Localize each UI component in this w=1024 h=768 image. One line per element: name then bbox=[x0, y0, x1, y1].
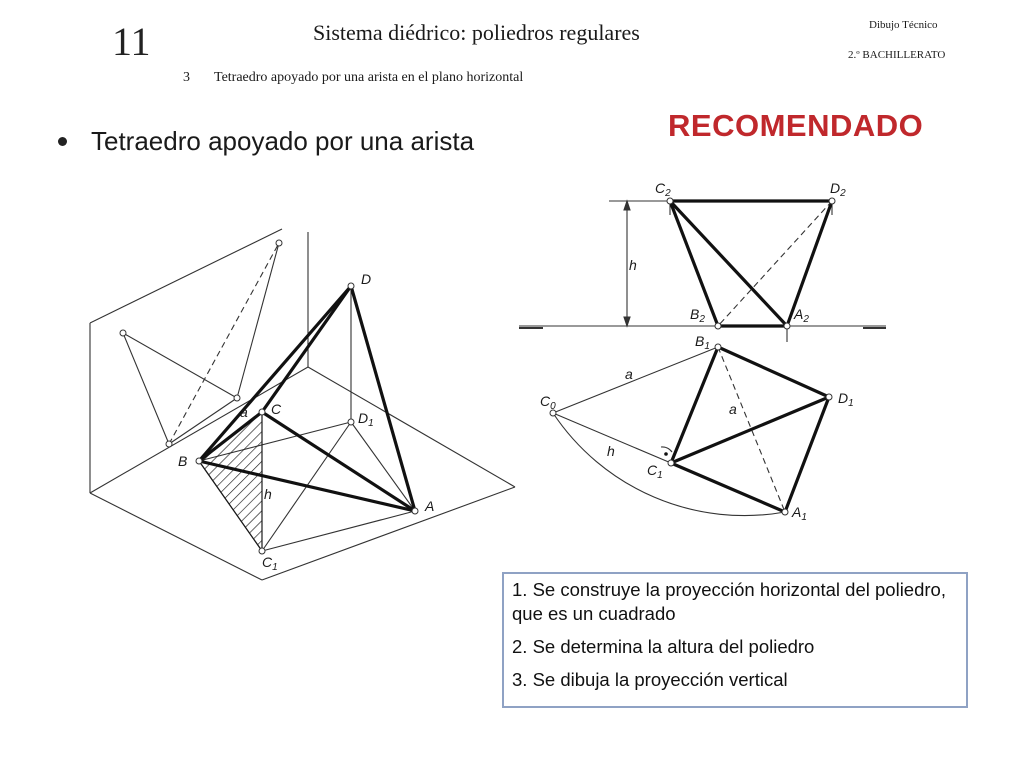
label-C2: $C_2$ bbox=[655, 180, 671, 199]
step-3: 3. Se dibuja la proyección vertical bbox=[512, 669, 788, 691]
bullet-text: Tetraedro apoyado por una arista bbox=[91, 126, 475, 156]
label-C1-right: $C_1$ bbox=[647, 462, 663, 481]
label-C1: $C_1$ bbox=[262, 554, 278, 573]
lesson-number: 11 bbox=[112, 19, 151, 64]
plane-edge bbox=[308, 367, 515, 487]
label-D2: $D_2$ bbox=[830, 180, 846, 199]
label-h: h bbox=[264, 486, 272, 502]
label-C0: $C_0$ bbox=[540, 393, 556, 412]
page-title: Sistema diédrico: poliedros regulares bbox=[313, 20, 640, 45]
square-projection bbox=[671, 347, 829, 512]
projection-line bbox=[169, 398, 237, 444]
section-number: 3 bbox=[183, 70, 190, 85]
label-a-left: a bbox=[625, 366, 633, 382]
label-B2: $B_2$ bbox=[690, 306, 705, 325]
step-1: 1. Se construye la proyección horizontal del poliedro, que es un cuadrado bbox=[512, 579, 946, 625]
course-label: 2.º BACHILLERATO bbox=[848, 49, 946, 61]
label-a: a bbox=[240, 404, 248, 420]
right-figure bbox=[519, 198, 886, 516]
plane-edge bbox=[262, 487, 515, 580]
section-title: Tetraedro apoyado por una arista en el plano horizontal bbox=[214, 70, 524, 85]
label-A2: $A_2$ bbox=[794, 306, 809, 325]
label-B1: $B_1$ bbox=[695, 333, 710, 352]
step-2: 2. Se determina la altura del poliedro bbox=[512, 636, 815, 658]
left-figure bbox=[90, 229, 515, 580]
label-D1: $D_1$ bbox=[358, 410, 374, 429]
plane-edge bbox=[90, 229, 282, 323]
label-D: D bbox=[361, 271, 372, 287]
label-h-top: h bbox=[629, 257, 637, 273]
plane-edge bbox=[90, 367, 308, 493]
subject-label: Dibujo Técnico bbox=[869, 19, 938, 31]
height-triangle bbox=[199, 412, 262, 551]
label-D1-right: $D_1$ bbox=[838, 390, 854, 409]
vertex-points bbox=[550, 198, 835, 515]
label-B: B bbox=[178, 453, 188, 469]
label-h-bottom: h bbox=[607, 443, 615, 459]
projection-line bbox=[123, 333, 237, 398]
label-C: C bbox=[271, 401, 282, 417]
label-A1: $A_1$ bbox=[792, 504, 807, 523]
steps-box bbox=[502, 572, 968, 708]
label-a-right: a bbox=[729, 401, 737, 417]
vertex-points bbox=[120, 240, 418, 554]
projection-line bbox=[123, 333, 169, 444]
label-A: A bbox=[425, 498, 435, 514]
recommended-badge: RECOMENDADO bbox=[668, 108, 924, 143]
